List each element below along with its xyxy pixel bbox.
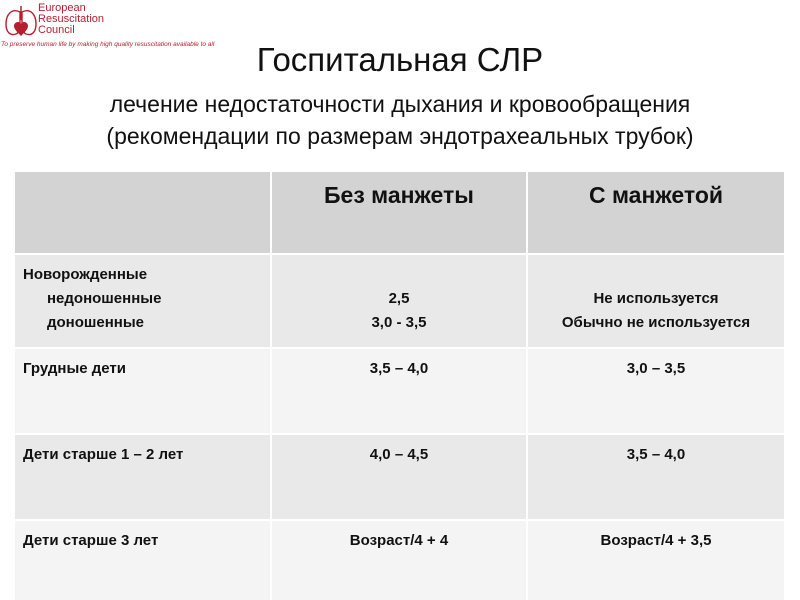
uncuffed-value-preterm: 2,5	[388, 290, 410, 307]
tube-size-table	[15, 172, 784, 600]
header-cell-cuffed: С манжетой	[527, 172, 784, 254]
page-subtitle	[0, 88, 800, 152]
table-row-children-3	[15, 520, 784, 600]
uncuffed-value: 3,5 – 4,0	[369, 360, 429, 377]
uncuffed-value-term: 3,0 - 3,5	[371, 314, 427, 331]
logo-line-3: Council	[38, 24, 75, 36]
table-header-row	[15, 172, 784, 254]
subtitle-line-1: лечение недостаточности дыхания и кровообращения	[109, 91, 691, 117]
cuffed-value: 3,0 – 3,5	[626, 360, 686, 377]
uncuffed-cell	[271, 520, 527, 600]
uncuffed-cell	[271, 254, 527, 348]
header-cell-uncuffed: Без манжеты	[271, 172, 527, 254]
row-sublabel-preterm: недоношенные	[47, 290, 162, 307]
row-label-cell	[15, 254, 271, 348]
row-sublabel-term: доношенные	[47, 314, 145, 331]
cuffed-cell	[527, 254, 784, 348]
uncuffed-value: Возраст/4 + 4	[349, 532, 449, 549]
subtitle-line-2: (рекомендации по размерам эндотрахеальных трубок)	[106, 123, 694, 149]
table-row-infants	[15, 348, 784, 434]
uncuffed-cell	[271, 434, 527, 520]
cuffed-cell	[527, 520, 784, 600]
row-label-cell	[15, 520, 271, 600]
heart-lungs-icon	[2, 2, 40, 42]
uncuffed-value: 4,0 – 4,5	[369, 446, 429, 463]
cuffed-value-term: Обычно не используется	[561, 314, 751, 331]
header-cell-empty	[15, 172, 271, 254]
row-label: Грудные дети	[23, 360, 127, 377]
table-row-children-1-2	[15, 434, 784, 520]
table-row-newborns	[15, 254, 784, 348]
row-label: Дети старше 3 лет	[23, 532, 159, 549]
logo-line-1: European	[38, 2, 86, 14]
cuffed-value: Возраст/4 + 3,5	[600, 532, 712, 549]
logo-line-2: Resuscitation	[38, 13, 105, 25]
row-label: Дети старше 1 – 2 лет	[23, 446, 184, 463]
row-label-cell	[15, 434, 271, 520]
cuffed-cell	[527, 434, 784, 520]
cuffed-value: 3,5 – 4,0	[626, 446, 686, 463]
uncuffed-cell	[271, 348, 527, 434]
row-label: Новорожденные	[23, 266, 148, 283]
page-title: Госпитальная СЛР	[256, 41, 544, 78]
logo-tagline: To preserve human life by making high quality resuscitation available to all	[1, 41, 215, 48]
cuffed-value-preterm: Не используется	[593, 290, 719, 307]
cuffed-cell	[527, 348, 784, 434]
row-label-cell	[15, 348, 271, 434]
